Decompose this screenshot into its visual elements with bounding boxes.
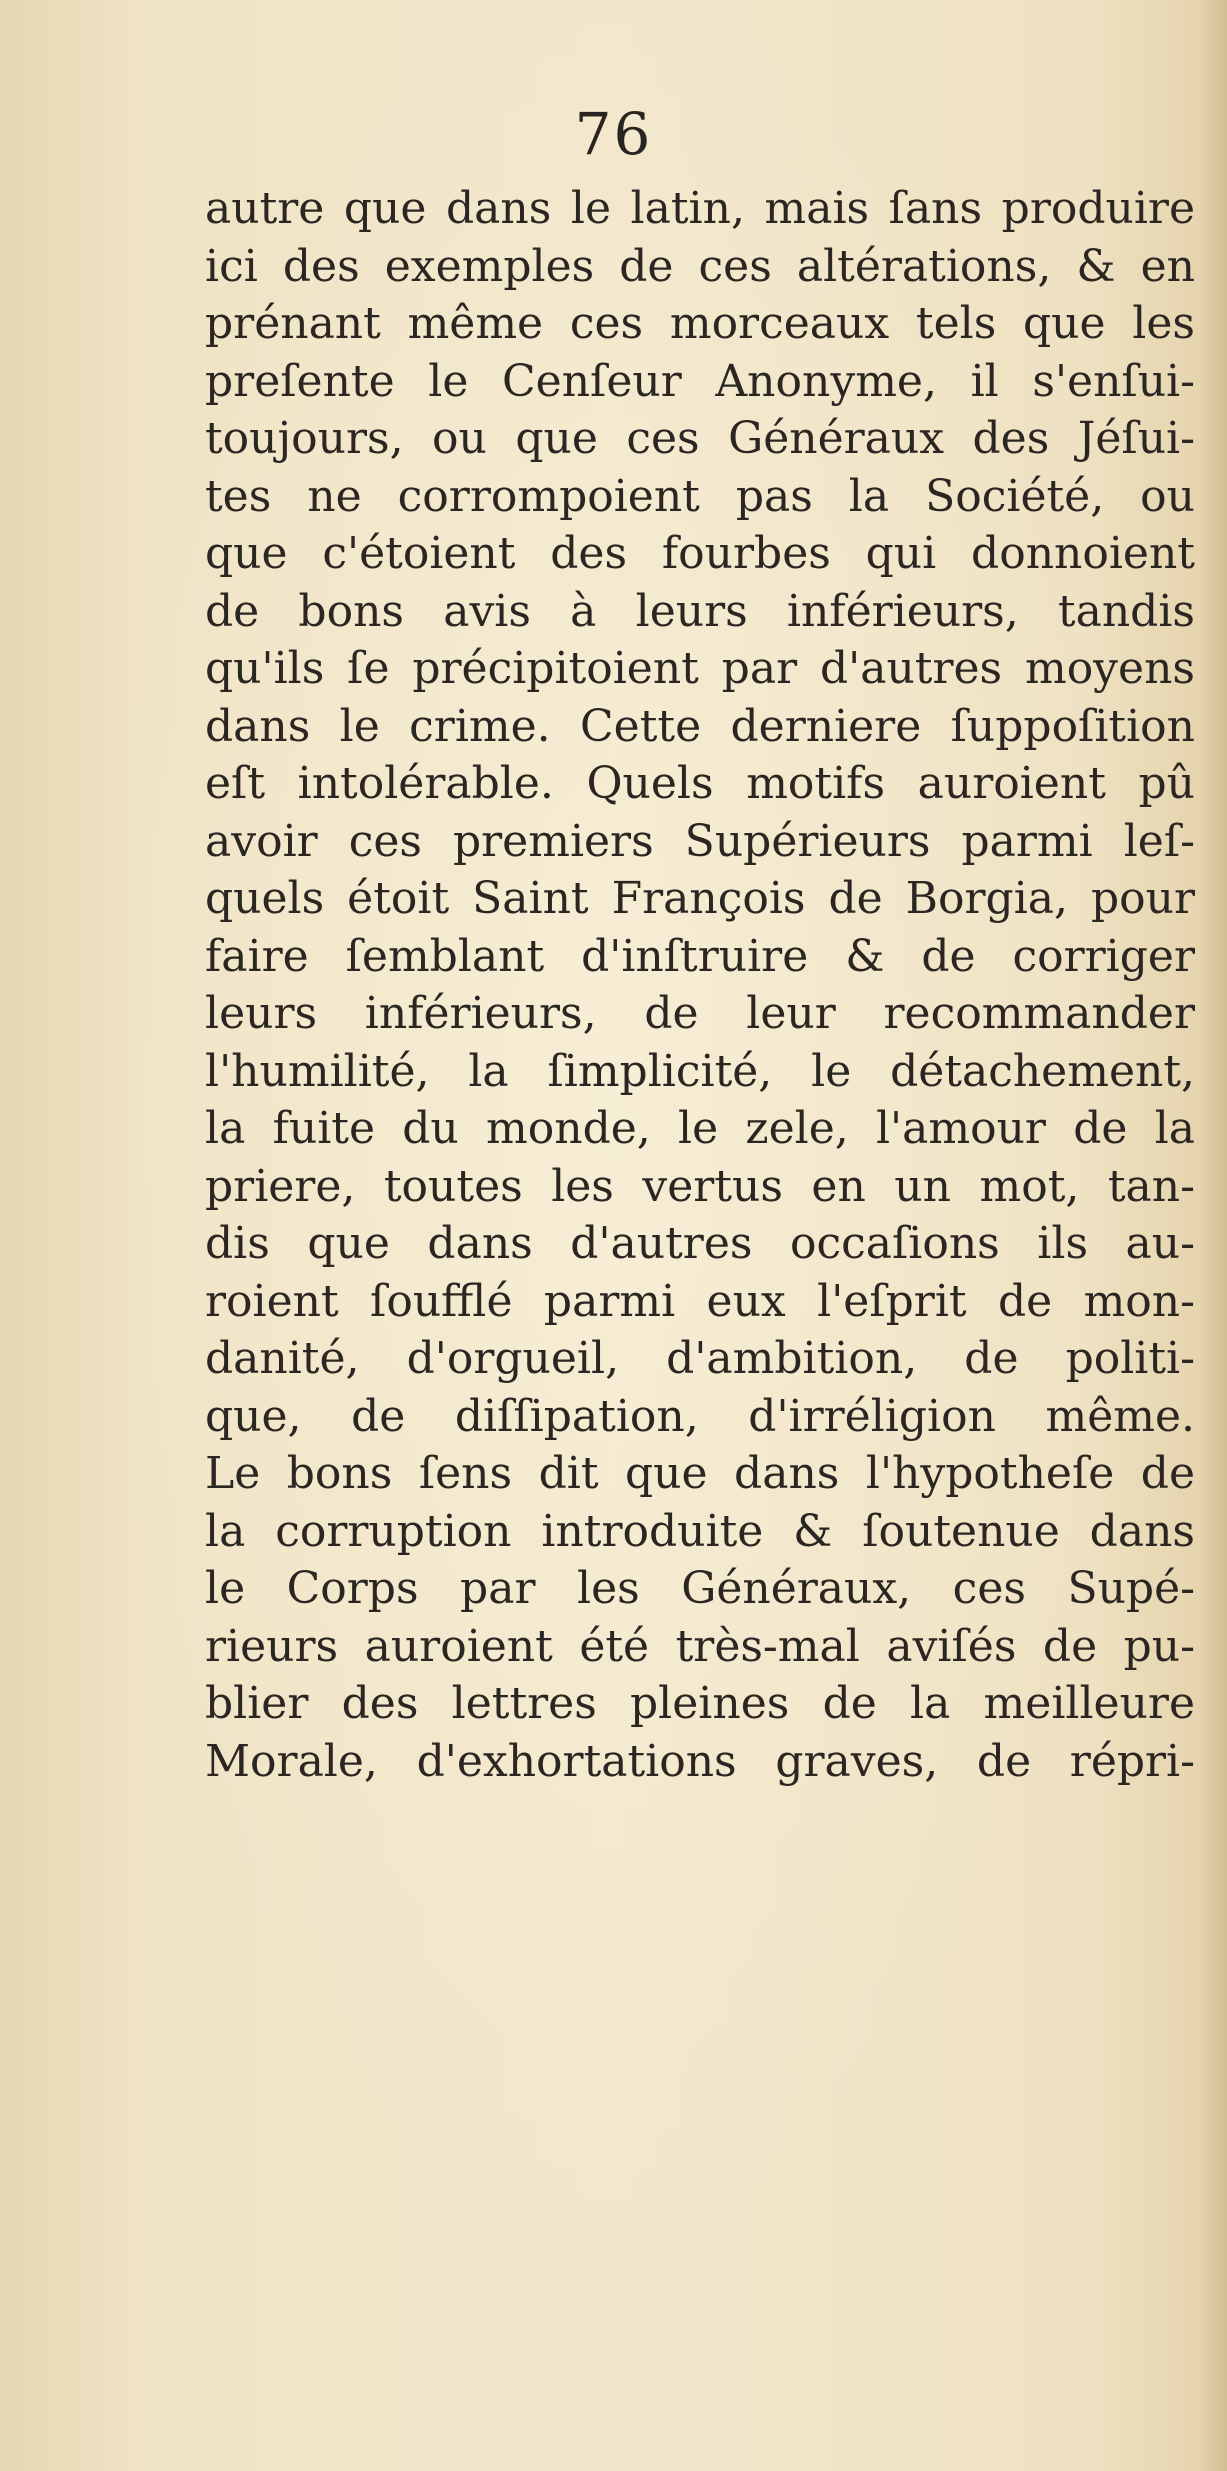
text-line: la fuite du monde, le zele, l'amour de la [205,1103,1195,1154]
text-line: dis que dans d'autres occaſions ils au- [205,1218,1195,1269]
text-line: que, de diſſipation, d'irréligion même. [205,1390,1195,1442]
text-line: priere, toutes les vertus en un mot, tan- [205,1160,1195,1212]
text-line: quels étoit Saint François de Borgia, pour [205,873,1195,924]
text-line: autre que dans le latin, mais ſans produire [205,183,1195,234]
text-line: qu'ils ſe précipitoient par d'autres moyens [205,643,1195,694]
text-line: ici des exemples de ces altérations, & en [205,240,1195,292]
text-line: rieurs auroient été très-mal aviſés de pu- [205,1620,1195,1672]
text-line: Le bons ſens dit que dans l'hypotheſe de [205,1448,1195,1499]
body-text [205,180,1195,1790]
text-line: roient ſoufflé parmi eux l'eſprit de mon- [205,1275,1195,1327]
text-line: avoir ces premiers Supérieurs parmi leſ- [205,815,1195,867]
text-line: l'humilité, la ſimplicité, le détachement, [205,1045,1195,1097]
text-line: danité, d'orgueil, d'ambition, de politi- [205,1333,1195,1384]
text-line: de bons avis à leurs inférieurs, tandis [205,585,1195,637]
text-line: dans le crime. Cette derniere ſuppoſition [205,700,1195,752]
text-line: preſente le Cenſeur Anonyme, il s'enſui- [205,355,1195,407]
text-line: la corruption introduite & ſoutenue dans [205,1505,1195,1557]
text-line: Morale, d'exhortations graves, de répri- [205,1735,1195,1787]
text-line: le Corps par les Généraux, ces Supé- [205,1563,1195,1614]
text-line: leurs inférieurs, de leur recommander [205,988,1195,1039]
text-line: tes ne corrompoient pas la Société, ou [205,470,1195,522]
text-line: toujours, ou que ces Généraux des Jéſui- [205,413,1195,464]
text-line: que c'étoient des fourbes qui donnoient [205,528,1195,579]
text-line: blier des lettres pleines de la meilleure [205,1678,1195,1729]
text-line: eſt intolérable. Quels motifs auroient pû [205,758,1195,809]
page-edge-shadow [1199,0,1227,2471]
page-number: 76 [574,100,653,168]
text-line: faire ſemblant d'inſtruire & de corriger [205,930,1195,982]
text-line: prénant même ces morceaux tels que les [205,298,1195,349]
